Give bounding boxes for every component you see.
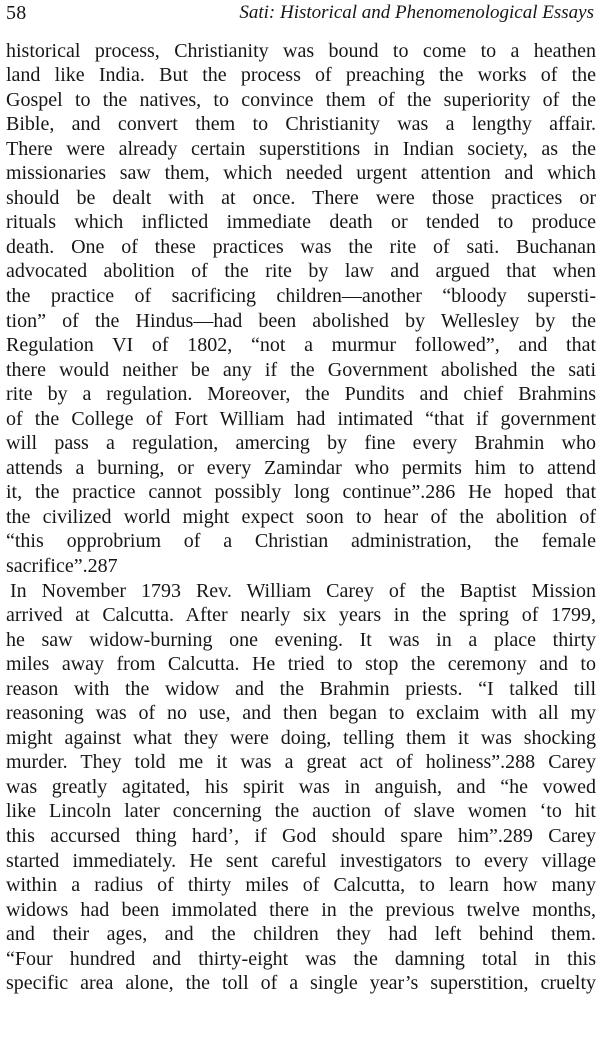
text-line: and their ages, and the children they had left behind them. — [6, 923, 596, 946]
text-line: will pass a regulation, amercing by fine every Brahmin who — [6, 432, 596, 455]
text-line: historical process, Christianity was bound to come to a heathen — [6, 39, 596, 62]
text-line: murder. They told me it was a great act of holiness”.288 Carey — [6, 751, 596, 774]
text-line: miles away from Calcutta. He tried to stop the ceremony and to — [6, 653, 596, 676]
text-line: reasoning was of no use, and then began to exclaim with all my — [6, 702, 596, 725]
text-line: rituals which inflicted immediate death or tended to produce — [6, 211, 596, 234]
text-line: “Four hundred and thirty-eight was the damning total in this — [6, 947, 596, 970]
text-line: there would neither be any if the Government abolished the sati — [6, 358, 596, 381]
running-title: Sati: Historical and Phenomenological Essays — [239, 2, 594, 23]
text-line: it, the practice cannot possibly long continue”.286 He hoped that — [6, 481, 596, 504]
text-line: tion” of the Hindus—had been abolished by Wellesley by the — [6, 309, 596, 332]
text-line: he saw widow-burning one evening. It was in a place thirty — [6, 628, 596, 651]
text-line: should be dealt with at once. There were those practices or — [6, 186, 596, 209]
text-line: the civilized world might expect soon to hear of the abolition of — [6, 505, 596, 528]
text-line: Gospel to the natives, to convince them of the superiority of the — [6, 88, 596, 111]
text-line: like Lincoln later concerning the auction of slave women ‘to hit — [6, 800, 596, 823]
text-line: the practice of sacrificing children—another “bloody supersti- — [6, 284, 596, 307]
text-line: this accursed thing hard’, if God should spare him”.289 Carey — [6, 825, 596, 847]
text-line: Bible, and convert them to Christianity was a lengthy affair. — [6, 113, 596, 136]
page-number: 58 — [6, 2, 27, 24]
text-line: reason with the widow and the Brahmin priests. “I talked till — [6, 677, 596, 700]
text-line: was greatly agitated, his spirit was in anguish, and “he vowed — [6, 775, 596, 798]
text-line: within a radius of thirty miles of Calcutta, to learn how many — [6, 874, 596, 897]
book-page — [6, 0, 596, 1044]
text-line: There were already certain superstitions in Indian society, as the — [6, 137, 596, 160]
text-line: widows had been immolated there in the previous twelve months, — [6, 898, 596, 921]
text-line: land like India. But the process of preaching the works of the — [6, 64, 596, 87]
text-line: sacrifice”.287 — [6, 554, 118, 577]
text-line: attends a burning, or every Zamindar who permits him to attend — [6, 456, 596, 479]
text-line: might against what they were doing, telling them it was shocking — [6, 726, 596, 749]
text-line: started immediately. He sent careful investigators to every village — [6, 849, 596, 872]
text-line: advocated abolition of the rite by law and argued that when — [6, 260, 596, 283]
text-line: In November 1793 Rev. William Carey of the Baptist Mission — [10, 579, 596, 602]
text-line: arrived at Calcutta. After nearly six years in the spring of 1799, — [6, 604, 596, 627]
text-line: “this opprobrium of a Christian administration, the female — [6, 530, 596, 553]
body-text — [6, 39, 596, 996]
page-header — [6, 0, 596, 30]
text-line: rite by a regulation. Moreover, the Pundits and chief Brahmins — [6, 383, 596, 406]
text-line: of the College of Fort William had intimated “that if government — [6, 407, 596, 430]
text-line: missionaries saw them, which needed urgent attention and which — [6, 162, 596, 185]
text-line: death. One of these practices was the rite of sati. Buchanan — [6, 235, 596, 258]
text-line: Regulation VI of 1802, “not a murmur followed”, and that — [6, 334, 596, 357]
text-line: specific area alone, the toll of a single year’s superstition, cruelty — [6, 972, 596, 995]
